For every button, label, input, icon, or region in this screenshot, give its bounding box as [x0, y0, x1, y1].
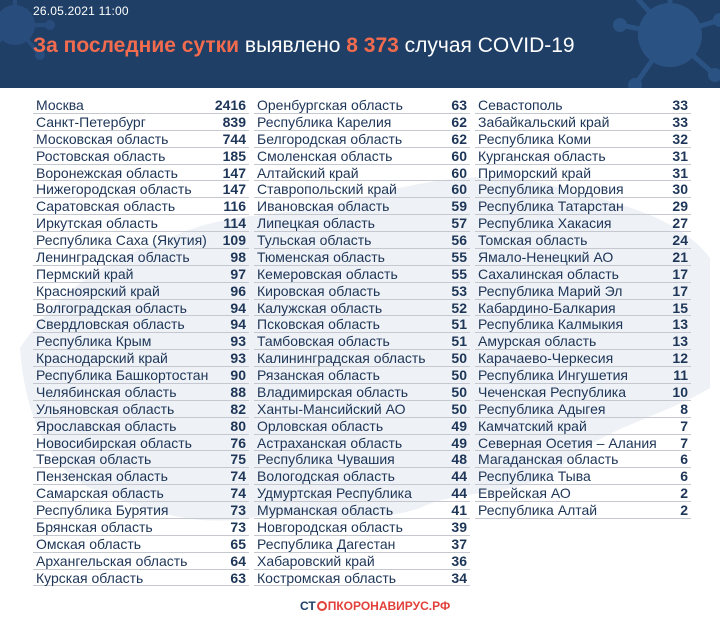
case-count: 6	[680, 451, 688, 468]
region-name: Севастополь	[478, 97, 563, 113]
case-count: 7	[680, 417, 688, 434]
case-count: 55	[451, 248, 467, 265]
region-name: Амурская область	[478, 333, 597, 350]
case-count: 74	[230, 485, 246, 502]
stopcoronavirus-logo[interactable]	[300, 597, 450, 615]
table-row	[33, 384, 249, 401]
table-row	[33, 401, 249, 418]
table-row	[475, 198, 691, 215]
header-banner	[0, 0, 720, 88]
table-row	[254, 300, 470, 317]
region-name: Тульская область	[257, 232, 372, 248]
case-count: 37	[451, 535, 467, 552]
regions-table	[0, 88, 720, 588]
region-name: Карачаево-Черкесия	[478, 350, 614, 367]
case-count: 839	[222, 113, 246, 130]
case-count: 62	[451, 113, 467, 130]
region-name: Челябинская область	[36, 383, 177, 400]
table-row	[475, 97, 691, 114]
case-count: 8	[680, 400, 688, 417]
case-count: 60	[451, 181, 467, 198]
table-row	[254, 215, 470, 232]
region-name: Ярославская область	[36, 417, 177, 434]
table-row	[33, 283, 249, 300]
regions-column-2	[254, 97, 470, 586]
case-count: 94	[230, 299, 246, 316]
region-name: Воронежская область	[36, 164, 178, 181]
region-name: Республика Крым	[36, 333, 152, 350]
table-row	[254, 367, 470, 384]
case-count: 63	[230, 569, 246, 586]
region-name: Псковская область	[257, 316, 380, 333]
region-name: Кемеровская область	[257, 265, 398, 282]
region-name: Республика Хакасия	[478, 215, 612, 232]
region-name: Республика Калмыкия	[478, 316, 624, 333]
table-row	[475, 232, 691, 249]
region-name: Забайкальский край	[478, 113, 610, 130]
case-count: 31	[672, 164, 688, 181]
table-row	[33, 451, 249, 468]
table-row	[254, 435, 470, 452]
title-middle: выявлено	[239, 34, 347, 57]
total-count: 8 373	[346, 34, 399, 57]
region-name: Новгородская область	[257, 518, 403, 535]
table-row	[33, 468, 249, 485]
case-count: 13	[672, 333, 688, 350]
case-count: 39	[451, 518, 467, 535]
case-count: 44	[451, 485, 467, 502]
case-count: 7	[680, 434, 688, 451]
table-row	[33, 435, 249, 452]
table-row	[254, 401, 470, 418]
region-name: Московская область	[36, 130, 169, 147]
case-count: 50	[451, 383, 467, 400]
table-row	[254, 333, 470, 350]
regions-column-3	[475, 97, 691, 519]
case-count: 50	[451, 367, 467, 383]
region-name: Северная Осетия – Алания	[478, 434, 657, 451]
case-count: 15	[672, 299, 688, 316]
region-name: Владимирская область	[257, 383, 409, 400]
region-name: Краснодарский край	[36, 350, 168, 367]
region-name: Хабаровский край	[257, 552, 375, 569]
region-name: Кабардино-Балкария	[478, 299, 616, 316]
table-row	[475, 181, 691, 198]
region-name: Омская область	[36, 535, 142, 552]
region-name: Ростовская область	[36, 147, 166, 164]
table-row	[475, 485, 691, 502]
case-count: 116	[223, 198, 246, 215]
table-row	[33, 570, 249, 587]
case-count: 147	[222, 181, 246, 198]
region-name: Республика Бурятия	[36, 502, 169, 518]
table-row	[475, 249, 691, 266]
logo-text-part1: СТ	[300, 599, 316, 613]
case-count: 44	[451, 468, 467, 485]
table-row	[254, 148, 470, 165]
case-count: 75	[230, 451, 246, 468]
case-count: 62	[451, 130, 467, 147]
table-row	[475, 502, 691, 519]
region-name: Саратовская область	[36, 198, 176, 215]
table-row	[33, 165, 249, 182]
case-count: 56	[451, 232, 467, 248]
case-count: 109	[222, 232, 246, 248]
virus-decoration-icon	[600, 0, 720, 88]
logo-ring-icon	[317, 601, 327, 611]
case-count: 76	[230, 434, 246, 451]
case-count: 90	[230, 367, 246, 383]
case-count: 57	[451, 215, 467, 232]
table-row	[33, 181, 249, 198]
table-row	[475, 300, 691, 317]
table-row	[33, 114, 249, 131]
region-name: Томская область	[478, 232, 588, 248]
table-row	[254, 502, 470, 519]
region-name: Орловская область	[257, 417, 384, 434]
table-row	[254, 97, 470, 114]
region-name: Смоленская область	[257, 147, 393, 164]
region-name: Республика Мордовия	[478, 181, 624, 198]
case-count: 96	[230, 282, 246, 299]
region-name: Калининградская область	[257, 350, 426, 367]
table-row	[33, 536, 249, 553]
case-count: 51	[451, 333, 467, 350]
table-row	[254, 468, 470, 485]
table-row	[254, 165, 470, 182]
case-count: 17	[672, 282, 688, 299]
table-row	[33, 148, 249, 165]
case-count: 34	[451, 569, 467, 586]
region-name: Рязанская область	[257, 367, 380, 383]
table-row	[254, 114, 470, 131]
table-row	[33, 418, 249, 435]
region-name: Республика Марий Эл	[478, 282, 623, 299]
region-name: Ставропольский край	[257, 181, 397, 198]
region-name: Белгородская область	[257, 130, 403, 147]
table-row	[254, 131, 470, 148]
case-count: 65	[230, 535, 246, 552]
region-name: Магаданская область	[478, 451, 619, 468]
case-count: 49	[451, 417, 467, 434]
case-count: 98	[230, 248, 246, 265]
region-name: Республика Карелия	[257, 113, 392, 130]
table-row	[33, 367, 249, 384]
table-row	[475, 435, 691, 452]
footer	[0, 588, 720, 629]
region-name: Республика Адыгея	[478, 400, 606, 417]
region-name: Кировская область	[257, 282, 381, 299]
region-name: Красноярский край	[36, 282, 160, 299]
case-count: 74	[230, 468, 246, 485]
region-name: Республика Тыва	[478, 468, 591, 485]
region-name: Тверская область	[36, 451, 152, 468]
region-name: Нижегородская область	[36, 181, 192, 198]
region-name: Республика Саха (Якутия)	[36, 232, 207, 248]
region-name: Свердловская область	[36, 316, 185, 333]
table-row	[475, 468, 691, 485]
region-name: Удмуртская Республика	[257, 485, 412, 502]
region-name: Оренбургская область	[257, 97, 403, 113]
case-count: 30	[672, 181, 688, 198]
case-count: 2416	[214, 97, 246, 113]
region-name: Самарская область	[36, 485, 164, 502]
region-name: Астраханская область	[257, 434, 403, 451]
case-count: 51	[451, 316, 467, 333]
case-count: 27	[672, 215, 688, 232]
case-count: 73	[230, 502, 246, 518]
case-count: 82	[230, 400, 246, 417]
logo-text-part2: ПКОРОНАВИРУС.РФ	[327, 599, 451, 613]
table-row	[33, 131, 249, 148]
table-row	[33, 553, 249, 570]
case-count: 50	[451, 400, 467, 417]
region-name: Приморский край	[478, 164, 592, 181]
table-row	[475, 401, 691, 418]
table-row	[475, 131, 691, 148]
region-name: Чеченская Республика	[478, 383, 626, 400]
region-name: Санкт-Петербург	[36, 113, 146, 130]
case-count: 185	[222, 147, 246, 164]
region-name: Республика Чувашия	[257, 451, 395, 468]
case-count: 21	[672, 248, 688, 265]
table-row	[254, 181, 470, 198]
table-row	[33, 519, 249, 536]
table-row	[33, 249, 249, 266]
table-row	[475, 333, 691, 350]
region-name: Ивановская область	[257, 198, 390, 215]
case-count: 2	[680, 485, 688, 502]
table-row	[33, 198, 249, 215]
region-name: Тюменская область	[257, 248, 385, 265]
case-count: 49	[451, 434, 467, 451]
region-name: Еврейская АО	[478, 485, 571, 502]
case-count: 50	[451, 350, 467, 367]
table-row	[33, 485, 249, 502]
case-count: 147	[222, 164, 246, 181]
title-suffix: случая COVID-19	[398, 34, 575, 57]
table-row	[475, 367, 691, 384]
table-row	[254, 418, 470, 435]
table-row	[475, 215, 691, 232]
table-row	[33, 97, 249, 114]
table-row	[33, 333, 249, 350]
region-name: Курская область	[36, 569, 144, 586]
case-count: 11	[673, 367, 688, 383]
table-row	[254, 198, 470, 215]
case-count: 41	[451, 502, 467, 518]
region-name: Пензенская область	[36, 468, 168, 485]
case-count: 33	[672, 113, 688, 130]
case-count: 31	[672, 147, 688, 164]
table-row	[254, 316, 470, 333]
case-count: 12	[672, 350, 688, 367]
case-count: 33	[672, 97, 688, 113]
page-title	[33, 34, 575, 58]
table-row	[475, 114, 691, 131]
region-name: Тамбовская область	[257, 333, 390, 350]
case-count: 63	[451, 97, 467, 113]
table-row	[33, 232, 249, 249]
table-row	[254, 266, 470, 283]
region-name: Вологодская область	[257, 468, 395, 485]
table-row	[254, 570, 470, 587]
table-row	[475, 384, 691, 401]
region-name: Калужская область	[257, 299, 383, 316]
case-count: 10	[672, 383, 688, 400]
table-row	[33, 502, 249, 519]
case-count: 93	[230, 333, 246, 350]
region-name: Республика Алтай	[478, 502, 598, 518]
region-name: Пермский край	[36, 265, 134, 282]
case-count: 13	[672, 316, 688, 333]
case-count: 52	[451, 299, 467, 316]
case-count: 53	[451, 282, 467, 299]
table-row	[475, 418, 691, 435]
region-name: Волгоградская область	[36, 299, 187, 316]
region-name: Республика Ингушетия	[478, 367, 629, 383]
table-row	[475, 266, 691, 283]
case-count: 17	[672, 265, 688, 282]
table-row	[33, 300, 249, 317]
case-count: 48	[451, 451, 467, 468]
region-name: Новосибирская область	[36, 434, 192, 451]
table-row	[254, 232, 470, 249]
region-name: Республика Башкортостан	[36, 367, 209, 383]
region-name: Курганская область	[478, 147, 606, 164]
case-count: 80	[230, 417, 246, 434]
table-row	[475, 316, 691, 333]
region-name: Брянская область	[36, 518, 153, 535]
report-date: 26.05.2021 11:00	[33, 4, 129, 18]
case-count: 93	[230, 350, 246, 367]
case-count: 29	[672, 198, 688, 215]
region-name: Липецкая область	[257, 215, 375, 232]
case-count: 60	[451, 147, 467, 164]
case-count: 114	[223, 215, 246, 232]
region-name: Алтайский край	[257, 164, 359, 181]
title-prefix: За последние сутки	[33, 34, 240, 57]
region-name: Ямало-Ненецкий АО	[478, 248, 614, 265]
table-row	[254, 350, 470, 367]
case-count: 55	[451, 265, 467, 282]
case-count: 6	[680, 468, 688, 485]
table-row	[475, 165, 691, 182]
table-row	[254, 485, 470, 502]
region-name: Республика Татарстан	[478, 198, 624, 215]
region-name: Ханты-Мансийский АО	[257, 400, 406, 417]
table-row	[475, 283, 691, 300]
table-row	[33, 316, 249, 333]
region-name: Архангельская область	[36, 552, 188, 569]
table-row	[33, 266, 249, 283]
case-count: 73	[230, 518, 246, 535]
regions-column-1	[33, 97, 249, 586]
case-count: 60	[451, 164, 467, 181]
table-row	[475, 148, 691, 165]
case-count: 2	[680, 502, 688, 518]
case-count: 36	[451, 552, 467, 569]
region-name: Ульяновская область	[36, 400, 175, 417]
table-row	[33, 215, 249, 232]
table-row	[254, 451, 470, 468]
case-count: 97	[230, 265, 246, 282]
region-name: Камчатский край	[478, 417, 587, 434]
case-count: 64	[230, 552, 246, 569]
region-name: Москва	[36, 97, 84, 113]
table-row	[254, 519, 470, 536]
table-row	[475, 350, 691, 367]
region-name: Ленинградская область	[36, 248, 190, 265]
case-count: 59	[451, 198, 467, 215]
region-name: Республика Дагестан	[257, 535, 396, 552]
region-name: Сахалинская область	[478, 265, 619, 282]
table-row	[475, 451, 691, 468]
case-count: 88	[230, 383, 246, 400]
region-name: Иркутская область	[36, 215, 158, 232]
case-count: 94	[230, 316, 246, 333]
region-name: Республика Коми	[478, 130, 592, 147]
region-name: Мурманская область	[257, 502, 394, 518]
table-row	[254, 384, 470, 401]
case-count: 32	[672, 130, 688, 147]
case-count: 24	[672, 232, 688, 248]
case-count: 744	[222, 130, 246, 147]
table-row	[254, 249, 470, 266]
table-row	[254, 536, 470, 553]
region-name: Костромская область	[257, 569, 397, 586]
table-row	[254, 553, 470, 570]
table-row	[254, 283, 470, 300]
table-row	[33, 350, 249, 367]
